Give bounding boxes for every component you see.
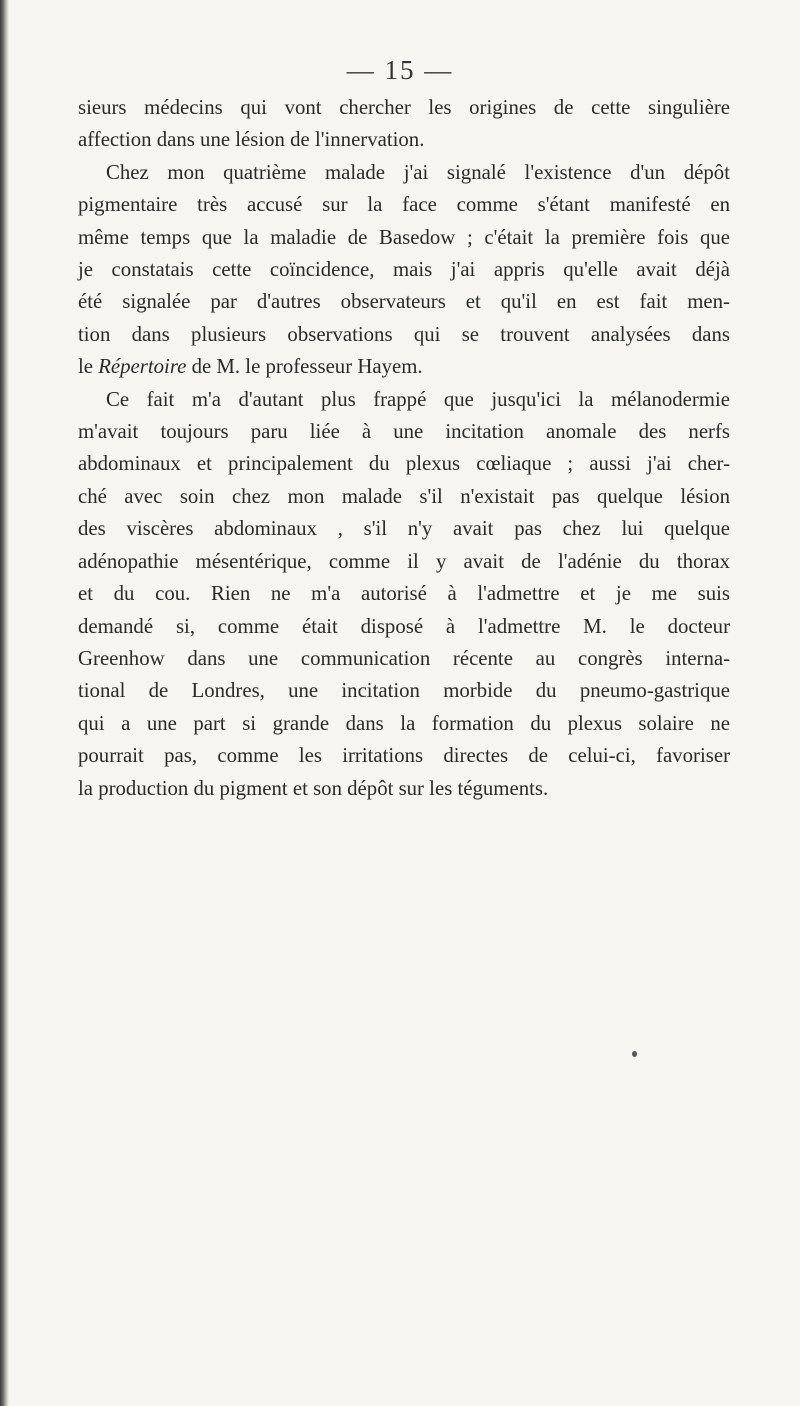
text-line: Greenhow dans une communication récente au congrès interna-: [78, 646, 730, 670]
text-line: et du cou. Rien ne m'a autorisé à l'admettre et je me suis: [78, 582, 730, 606]
binding-edge: [0, 0, 9, 1406]
text-line: je constatais cette coïncidence, mais j'ai appris qu'elle avait déjà: [78, 258, 730, 282]
text-line: des viscères abdominaux , s'il n'y avait pas chez lui quelque: [78, 517, 730, 541]
text-line: demandé si, comme était disposé à l'admettre M. le docteur: [78, 614, 730, 638]
text-line: ché avec soin chez mon malade s'il n'existait pas quelque lésion: [78, 484, 730, 508]
text-fragment: le: [78, 355, 99, 379]
text-line: adénopathie mésentérique, comme il y avait de l'adénie du thorax: [78, 549, 730, 573]
text-line: tion dans plusieurs observations qui se trouvent analysées dans: [78, 322, 730, 346]
italic-title: Répertoire: [98, 355, 187, 379]
text-line: pourrait pas, comme les irritations directes de celui-ci, favoriser: [78, 744, 730, 768]
text-fragment: de M. le professeur Hayem.: [186, 355, 423, 379]
text-line: Ce fait m'a d'autant plus frappé que jusqu'ici la mélanodermie: [106, 387, 730, 411]
text-line: Chez mon quatrième malade j'ai signalé l'existence d'un dépôt: [106, 160, 730, 184]
paragraph-3: [78, 384, 730, 805]
text-line: pigmentaire très accusé sur la face comme s'étant manifesté en: [78, 193, 730, 217]
text-line: abdominaux et principalement du plexus cœliaque ; aussi j'ai cher-: [78, 452, 730, 476]
text-line: tional de Londres, une incitation morbide du pneumo-gastrique: [78, 679, 730, 703]
text-line: même temps que la maladie de Basedow ; c'était la première fois que: [78, 225, 730, 249]
text-line: sieurs médecins qui vont chercher les origines de cette singulière: [78, 96, 730, 119]
text-line: qui a une part si grande dans la formation du plexus solaire ne: [78, 711, 730, 735]
text-line: affection dans une lésion de l'innervation.: [78, 128, 425, 152]
body-text: [78, 92, 730, 805]
text-line: [78, 351, 730, 383]
text-line: été signalée par d'autres observateurs et qu'il en est fait men-: [78, 290, 730, 314]
page-number: — 15 —: [346, 55, 454, 85]
text-line: m'avait toujours paru liée à une incitation anomale des nerfs: [78, 420, 730, 444]
ink-speck: [632, 1051, 637, 1057]
paragraph-2: [78, 157, 730, 384]
text-line: la production du pigment et son dépôt sur les téguments.: [78, 776, 549, 800]
paragraph-1: [78, 92, 730, 157]
